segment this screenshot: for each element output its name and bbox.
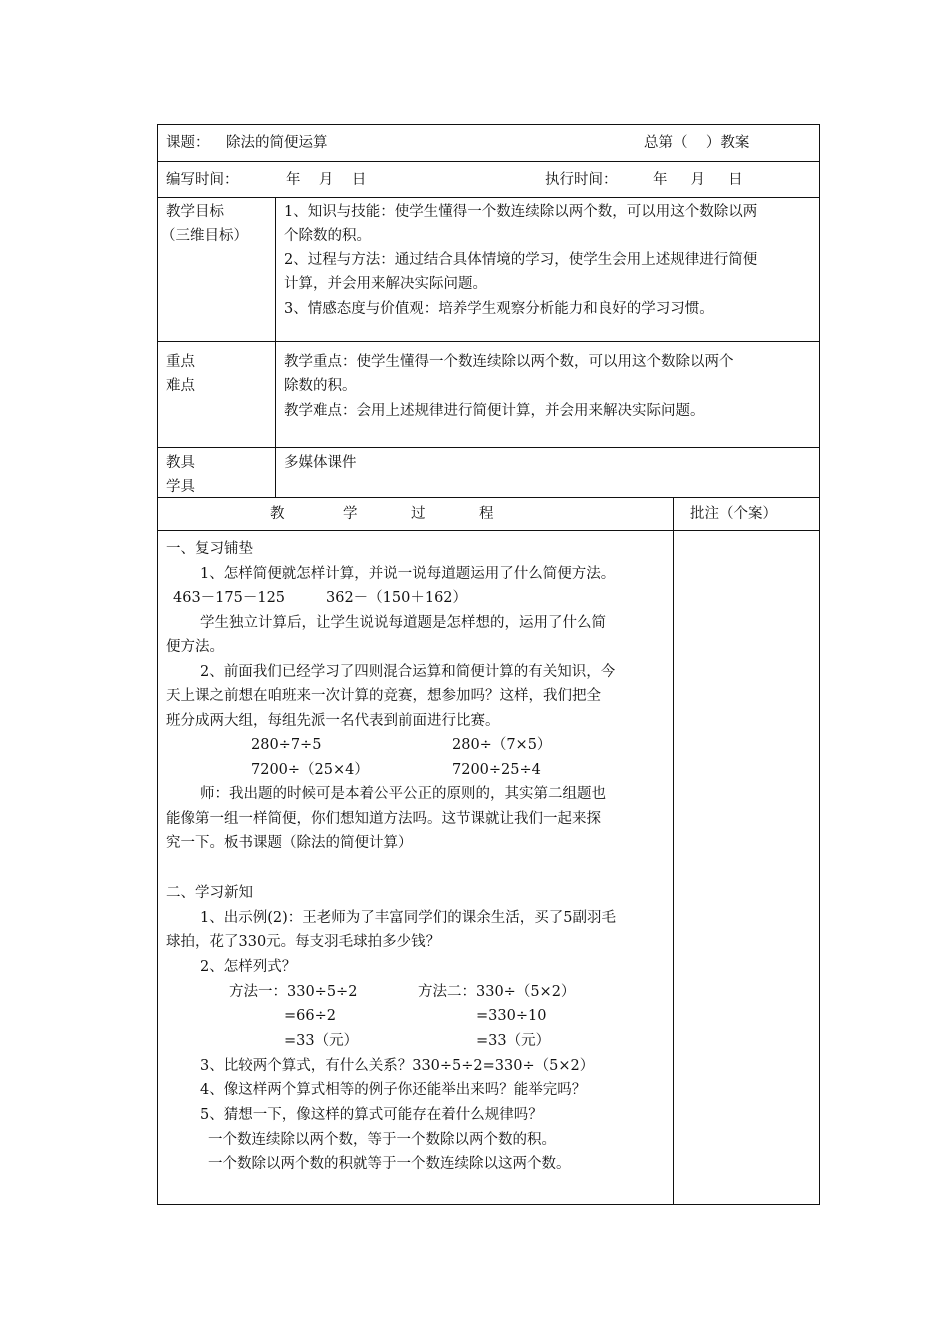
section-title: 二、学习新知 xyxy=(166,885,253,901)
calc-expression: 7200÷25÷4 xyxy=(452,762,541,778)
section-title: 一、复习铺垫 xyxy=(166,541,253,557)
row-divider xyxy=(157,341,820,342)
body-line: 4、像这样两个算式相等的例子你还能举出来吗？能举完吗？ xyxy=(200,1082,587,1098)
objective-line: 个除数的积。 xyxy=(284,228,371,244)
body-line: 学生独立计算后，让学生说说每道题是怎样想的，运用了什么简 xyxy=(200,615,606,631)
calc-expression: 280÷（7×5） xyxy=(452,737,552,753)
process-header-char: 程 xyxy=(479,506,494,522)
column-divider xyxy=(673,497,674,1205)
row-divider xyxy=(157,447,820,448)
calc-expression: 280÷7÷5 xyxy=(251,737,322,753)
process-header-char: 教 xyxy=(270,506,285,522)
objective-line: 2、过程与方法：通过结合具体情境的学习，使学生会用上述规律进行简便 xyxy=(284,252,758,268)
topic-label: 课题： xyxy=(166,135,210,151)
keypoint-label: 重点 xyxy=(166,354,195,370)
exec-time-label: 执行时间： xyxy=(545,172,618,188)
objectives-sublabel: （三维目标） xyxy=(161,228,248,244)
body-line: 1、出示例(2)：王老师为了丰富同学们的课余生活，买了5副羽毛 xyxy=(200,910,616,926)
row-divider xyxy=(157,497,820,498)
method-two-result: =33（元） xyxy=(476,1033,551,1049)
difficulty-label: 难点 xyxy=(166,378,195,394)
body-line: 球拍，花了330元。每支羽毛球拍多少钱？ xyxy=(166,934,441,950)
objectives-label: 教学目标 xyxy=(166,204,224,220)
method-two: 方法二：330÷（5×2） xyxy=(418,984,576,1000)
body-line: 5、猜想一下，像这样的算式可能存在着什么规律吗？ xyxy=(200,1107,543,1123)
difficulty-line: 教学难点：会用上述规律进行简便计算，并会用来解决实际问题。 xyxy=(284,403,705,419)
plan-number: 总第（ ）教案 xyxy=(644,135,750,151)
objective-line: 3、情感态度与价值观：培养学生观察分析能力和良好的学习习惯。 xyxy=(284,301,714,317)
write-time-value: 年 月 日 xyxy=(286,172,367,188)
body-line: 究一下。板书课题（除法的简便计算） xyxy=(166,835,413,851)
row-divider xyxy=(157,161,820,162)
body-line: 1、怎样简便就怎样计算，并说一说每道题运用了什么简便方法。 xyxy=(200,566,616,582)
keypoint-line: 教学重点：使学生懂得一个数连续除以两个数，可以用这个数除以两个 xyxy=(284,354,734,370)
body-line: 2、前面我们已经学习了四则混合运算和简便计算的有关知识，今 xyxy=(200,664,616,680)
column-divider xyxy=(275,197,276,497)
write-time-label: 编写时间： xyxy=(166,172,239,188)
process-header-char: 学 xyxy=(343,506,358,522)
body-line: 天上课之前想在咱班来一次计算的竞赛，想参加吗？这样，我们把全 xyxy=(166,688,601,704)
rule-statement: 一个数除以两个数的积就等于一个数连续除以这两个数。 xyxy=(208,1156,571,1172)
objective-line: 计算，并会用来解决实际问题。 xyxy=(284,276,487,292)
method-one-result: =33（元） xyxy=(284,1033,359,1049)
body-line: 3、比较两个算式，有什么关系？330÷5÷2=330÷（5×2） xyxy=(200,1058,595,1074)
row-divider xyxy=(157,197,820,198)
topic-value: 除法的简便运算 xyxy=(226,135,328,151)
tools-label-2: 学具 xyxy=(166,479,195,495)
tools-label: 教具 xyxy=(166,455,195,471)
row-divider xyxy=(157,530,820,531)
body-line: 便方法。 xyxy=(166,639,224,655)
body-line: 师：我出题的时候可是本着公平公正的原则的，其实第二组题也 xyxy=(200,786,606,802)
calc-expression: 463－175－125 xyxy=(173,590,286,606)
exec-time-value: 年 月 日 xyxy=(653,172,743,188)
rule-statement: 一个数连续除以两个数，等于一个数除以两个数的积。 xyxy=(208,1132,556,1148)
calc-expression: 7200÷（25×4） xyxy=(251,762,369,778)
method-two-step: =330÷10 xyxy=(476,1008,547,1024)
objective-line: 1、知识与技能：使学生懂得一个数连续除以两个数，可以用这个数除以两 xyxy=(284,204,758,220)
keypoint-line: 除数的积。 xyxy=(284,378,357,394)
body-line: 班分成两大组，每组先派一名代表到前面进行比赛。 xyxy=(166,713,500,729)
body-line: 能像第一组一样简便，你们想知道方法吗。这节课就让我们一起来探 xyxy=(166,811,601,827)
calc-expression: 362－（150＋162） xyxy=(326,590,468,606)
notes-header: 批注（个案） xyxy=(690,506,777,522)
tools-value: 多媒体课件 xyxy=(284,455,357,471)
body-line: 2、怎样列式？ xyxy=(200,959,297,975)
process-header-char: 过 xyxy=(411,506,426,522)
method-one: 方法一：330÷5÷2 xyxy=(229,984,358,1000)
method-one-step: =66÷2 xyxy=(284,1008,336,1024)
